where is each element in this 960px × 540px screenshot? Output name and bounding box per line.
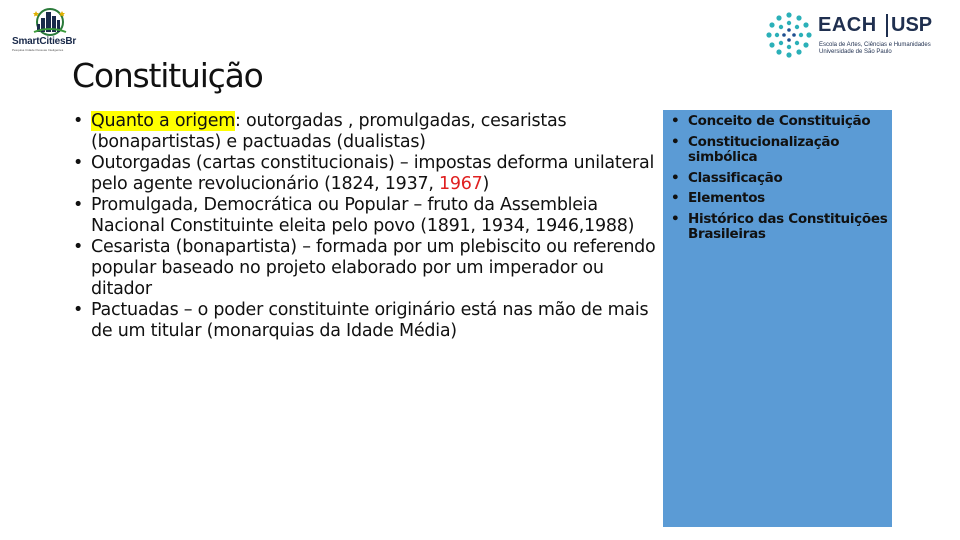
topic-item — [668, 191, 888, 207]
slide-title: Constituição — [72, 56, 263, 95]
bullet-icon: • — [671, 133, 680, 150]
usp-name: USP — [886, 14, 932, 37]
list-item — [70, 111, 660, 153]
topic-item-label: Classificação — [688, 169, 783, 186]
each-subtitle — [819, 42, 931, 56]
bullet-icon: • — [671, 113, 680, 129]
list-item — [70, 300, 660, 342]
list-item — [70, 237, 660, 300]
bullet-icon: • — [73, 153, 84, 173]
list-item-text: Cesarista (bonapartista) – formada por um plebiscito ou referendo popular baseado no projeto elaborado por um imperador ou ditador — [91, 237, 656, 299]
list-item — [70, 153, 660, 195]
topic-item-label: Histórico das Constituições Brasileiras — [688, 210, 888, 242]
bullet-icon: • — [73, 237, 84, 257]
city-skyline-logo-icon — [10, 6, 90, 36]
list-item — [70, 195, 660, 237]
highlighted-text: Quanto a origem — [91, 111, 236, 131]
bullet-icon: • — [671, 190, 680, 206]
bullet-icon: • — [73, 300, 84, 320]
bullet-icon: • — [73, 195, 84, 215]
topic-item — [668, 135, 888, 166]
topic-item-label: Conceito de Constituição — [688, 113, 871, 129]
each-usp-logo — [762, 8, 952, 64]
topic-item-label: Elementos — [688, 190, 765, 206]
topic-item — [668, 171, 888, 187]
each-name: EACH — [818, 14, 877, 36]
circular-dots-logo-icon — [764, 10, 814, 60]
red-year-text: 1967 — [438, 174, 483, 194]
list-item-text: Pactuadas – o poder constituinte originário está nas mão de mais de um titular (monarquias da Idade Média) — [91, 300, 649, 341]
list-item-text: : outorgadas , promulgadas, cesaristas (bonapartistas) e pactuadas (dualistas) — [91, 111, 567, 152]
topic-item-label: Constitucionalização simbólica — [688, 133, 840, 165]
list-item-text-end: ) — [482, 174, 490, 194]
topic-item — [668, 114, 888, 130]
list-item-text: Outorgadas (cartas constitucionais) – impostas deforma unilateral pelo agente revolucionário (1824, 1937, — [91, 153, 655, 194]
main-bullet-list — [70, 111, 660, 342]
bullet-icon: • — [73, 111, 84, 131]
each-subtitle-line2: Universidade de São Paulo — [819, 49, 892, 55]
topics-list — [668, 114, 888, 248]
smartcitiesbr-tagline: Pesquisa Cidade Pessoas Inteligentes — [12, 48, 64, 52]
smartcitiesbr-brand-text: SmartCitiesBr — [12, 36, 77, 47]
smartcitiesbr-logo — [10, 6, 92, 54]
topic-item — [668, 212, 888, 243]
bullet-icon: • — [671, 210, 680, 227]
each-subtitle-line1: Escola de Artes, Ciências e Humanidades — [819, 42, 931, 48]
bullet-icon: • — [671, 169, 680, 186]
list-item-text: Promulgada, Democrática ou Popular – fruto da Assembleia Nacional Constituinte eleita pelo povo (1891, 1934, 1946,1988) — [91, 195, 635, 236]
